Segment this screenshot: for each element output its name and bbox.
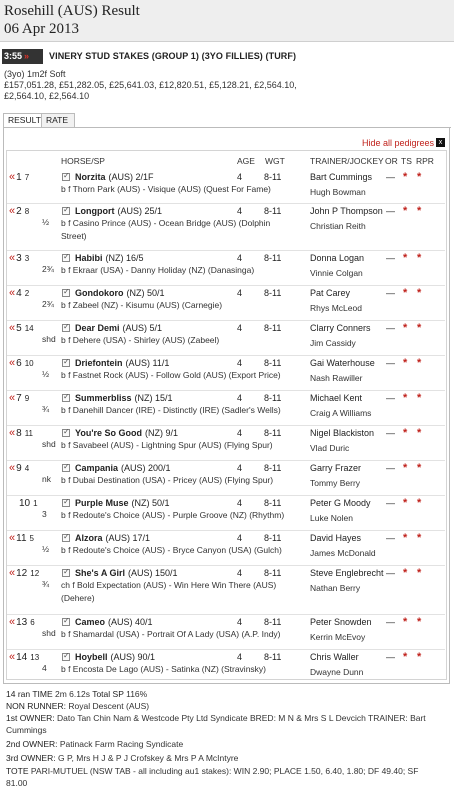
beaten-margin: ½ <box>42 369 50 379</box>
draw-number: 11 <box>24 429 33 438</box>
close-icon[interactable]: x <box>436 138 445 147</box>
lead-arrow-icon: « <box>9 651 16 663</box>
rpr-rating: * <box>417 392 422 404</box>
draw-number: 3 <box>24 254 30 263</box>
official-rating: — <box>386 617 395 627</box>
starting-price: (AUS) 200/1 <box>121 463 171 473</box>
meeting-title: Rosehill (AUS) Result <box>4 3 140 19</box>
col-header-ts: TS <box>401 156 412 166</box>
tab-rate-race[interactable]: RATE <box>41 113 75 127</box>
horse-name[interactable]: Driefontein <box>75 358 123 368</box>
horse-name-sp[interactable] <box>75 533 150 543</box>
pedigree: b f Redoute's Choice (AUS) - Purple Groove (NZ) (Rhythm) <box>61 510 285 520</box>
finish-position <box>9 357 34 369</box>
select-checkbox[interactable] <box>62 394 70 402</box>
horse-name-sp[interactable] <box>75 288 165 298</box>
horse-name-sp[interactable] <box>75 617 153 627</box>
select-checkbox[interactable] <box>62 534 70 542</box>
rpr-rating: * <box>417 651 422 663</box>
starting-price: (NZ) 9/1 <box>144 428 178 438</box>
pedigree: b f Thorn Park (AUS) - Visique (AUS) (Quest For Fame) <box>61 184 271 194</box>
total-sp-value: 116% <box>126 689 148 699</box>
beaten-margin: ¾ <box>42 404 50 414</box>
age: 4 <box>237 358 243 368</box>
official-rating: — <box>386 253 395 263</box>
prize-line-1: £157,051.28, £51,282.05, £25,641.03, £12,820.51, £5,128.21, £2,564.10, <box>4 80 297 90</box>
finish-position <box>9 616 35 628</box>
weight: 8-11 <box>264 568 282 578</box>
topspeed-rating: * <box>403 651 408 663</box>
topspeed-rating: * <box>403 497 408 509</box>
trainer[interactable]: Garry Frazer <box>310 463 362 473</box>
horse-name[interactable]: Longport <box>75 206 115 216</box>
age: 4 <box>237 323 243 333</box>
row-separator <box>7 390 445 391</box>
starting-price: (NZ) 16/5 <box>105 253 144 263</box>
owner-3rd-label: 3rd OWNER: <box>6 753 56 763</box>
lead-arrow-icon: « <box>9 205 16 217</box>
age: 4 <box>237 206 243 216</box>
starting-price: (NZ) 50/1 <box>126 288 165 298</box>
position-number: 13 <box>16 617 28 628</box>
topspeed-rating: * <box>403 357 408 369</box>
pedigree: b f Shamardal (USA) - Portrait Of A Lady (USA) (A.P. Indy) <box>61 629 281 639</box>
horse-name-sp[interactable] <box>75 172 154 182</box>
draw-number: 10 <box>24 359 34 368</box>
finish-position <box>9 205 29 217</box>
draw-number: 1 <box>33 499 38 508</box>
row-separator <box>7 250 445 251</box>
select-checkbox[interactable] <box>62 618 70 626</box>
draw-number: 7 <box>24 173 30 182</box>
pedigree: b f Zabeel (NZ) - Kisumu (AUS) (Carnegie) <box>61 300 223 310</box>
col-header-horse-sp: HORSE/SP <box>61 156 105 166</box>
draw-number: 9 <box>24 394 30 403</box>
jockey[interactable]: James McDonald <box>310 548 376 558</box>
col-header-wgt: WGT <box>265 156 285 166</box>
position-number: 4 <box>16 288 22 299</box>
horse-name[interactable]: Hoybell <box>75 652 108 662</box>
pedigree: ch f Bold Expectation (AUS) - Win Here Win There (AUS) <box>61 580 277 590</box>
row-separator <box>7 355 445 356</box>
starting-price: (AUS) 5/1 <box>122 323 163 333</box>
weight: 8-11 <box>264 393 282 403</box>
race-prize-money <box>4 80 449 102</box>
select-checkbox[interactable] <box>62 464 70 472</box>
topspeed-rating: * <box>403 392 408 404</box>
row-separator <box>7 285 445 286</box>
beaten-margin: shd <box>42 334 56 344</box>
race-summary <box>6 688 147 700</box>
trainer[interactable]: Michael Kent <box>310 393 363 403</box>
weight: 8-11 <box>264 652 282 662</box>
lead-arrow-icon: « <box>9 287 16 299</box>
lead-arrow-icon: « <box>9 462 16 474</box>
horse-name[interactable]: Norzita <box>75 172 106 182</box>
trainer[interactable]: Nigel Blackiston <box>310 428 375 438</box>
position-number: 12 <box>16 568 28 579</box>
jockey[interactable]: Nash Rawiller <box>310 373 363 383</box>
lead-arrow-icon: « <box>9 252 16 264</box>
official-rating: — <box>386 463 395 473</box>
non-runner <box>6 700 149 712</box>
position-number: 14 <box>16 652 28 663</box>
horse-name[interactable]: Habibi <box>75 253 103 263</box>
jockey[interactable]: Kerrin McEvoy <box>310 632 366 642</box>
total-sp-label: Total SP <box>92 689 124 699</box>
trainer[interactable]: Peter Snowden <box>310 617 372 627</box>
official-rating: — <box>386 206 395 216</box>
position-number: 5 <box>16 323 22 334</box>
weight: 8-11 <box>264 617 282 627</box>
trainer[interactable]: John P Thompson <box>310 206 383 216</box>
beaten-margin: shd <box>42 628 56 638</box>
pedigree: b f Dubai Destination (USA) - Pricey (AUS) (Flying Spur) <box>61 475 274 485</box>
beaten-margin: nk <box>42 474 51 484</box>
topspeed-rating: * <box>403 616 408 628</box>
starting-price: (NZ) 50/1 <box>131 498 170 508</box>
jockey[interactable]: Nathan Berry <box>310 583 361 593</box>
rpr-rating: * <box>417 462 422 474</box>
draw-number: 12 <box>30 569 40 578</box>
age: 4 <box>237 533 243 543</box>
lead-arrow-icon: « <box>9 616 16 628</box>
rpr-rating: * <box>417 287 422 299</box>
horse-name-sp[interactable] <box>75 568 178 578</box>
jockey[interactable]: Craig A Williams <box>310 408 372 418</box>
rpr-rating: * <box>417 616 422 628</box>
topspeed-rating: * <box>403 205 408 217</box>
pedigree-cont: (Dehere) <box>61 593 95 603</box>
select-checkbox[interactable] <box>62 429 70 437</box>
official-rating: — <box>386 428 395 438</box>
owner-1st-value: Dato Tan Chin Nam & Westcode Pty Ltd Syndicate BRED: M N & Mrs S L Devcich TRAINER: Bart <box>57 713 426 723</box>
topspeed-rating: * <box>403 252 408 264</box>
weight: 8-11 <box>264 358 282 368</box>
row-separator <box>7 320 445 321</box>
topspeed-rating: * <box>403 532 408 544</box>
age: 4 <box>237 617 243 627</box>
non-runner-label: NON RUNNER: <box>6 701 66 711</box>
owner-3rd <box>6 752 238 764</box>
weight: 8-11 <box>264 288 282 298</box>
pedigree-cont: Street) <box>61 231 87 241</box>
trainer[interactable]: Clarry Conners <box>310 323 371 333</box>
pedigree: b f Encosta De Lago (AUS) - Satinka (NZ) (Stravinsky) <box>61 664 267 674</box>
horse-name-sp[interactable] <box>75 206 162 216</box>
beaten-margin: ½ <box>42 217 50 227</box>
tote-cont: 81.00 <box>6 778 28 788</box>
horse-name-sp[interactable] <box>75 652 155 662</box>
lead-arrow-icon: « <box>9 392 16 404</box>
owner-1st-label: 1st OWNER: <box>6 713 55 723</box>
jockey[interactable]: Luke Nolen <box>310 513 354 523</box>
pedigree: b f Dehere (USA) - Shirley (AUS) (Zabeel) <box>61 335 220 345</box>
rpr-rating: * <box>417 322 422 334</box>
pedigree: b f Danehill Dancer (IRE) - Distinctly (IRE) (Sadler's Wells) <box>61 405 281 415</box>
draw-number: 5 <box>29 534 34 543</box>
col-header-age: AGE <box>237 156 255 166</box>
position-number: 3 <box>16 253 22 264</box>
lead-arrow-icon: « <box>9 532 16 544</box>
page-header <box>0 0 454 42</box>
beaten-margin: ½ <box>42 544 50 554</box>
finish-position <box>9 252 29 264</box>
jockey[interactable]: Jim Cassidy <box>310 338 356 348</box>
horse-name[interactable]: You're So Good <box>75 428 142 438</box>
race-conditions: (3yo) 1m2f Soft <box>4 69 66 79</box>
weight: 8-11 <box>264 463 282 473</box>
age: 4 <box>237 253 243 263</box>
official-rating: — <box>386 288 395 298</box>
finish-position <box>9 651 39 663</box>
pedigree: b f Redoute's Choice (AUS) - Bryce Canyon (USA) (Gulch) <box>61 545 282 555</box>
trainer[interactable]: Peter G Moody <box>310 498 371 508</box>
rpr-rating: * <box>417 427 422 439</box>
finish-position <box>9 171 29 183</box>
rpr-rating: * <box>417 252 422 264</box>
starting-price: (AUS) 150/1 <box>128 568 178 578</box>
select-checkbox[interactable] <box>62 499 70 507</box>
trainer[interactable]: Donna Logan <box>310 253 365 263</box>
beaten-margin: shd <box>42 439 56 449</box>
horse-name[interactable]: Alzora <box>75 533 103 543</box>
position-number: 11 <box>16 533 27 544</box>
finish-position <box>9 322 34 334</box>
starting-price: (AUS) 17/1 <box>105 533 151 543</box>
finish-position <box>9 427 33 439</box>
lead-arrow-icon: « <box>9 427 16 439</box>
weight: 8-11 <box>264 428 282 438</box>
official-rating: — <box>386 533 395 543</box>
rpr-rating: * <box>417 532 422 544</box>
beaten-margin: 4 <box>42 663 47 673</box>
ran-count: 14 ran <box>6 689 31 699</box>
official-rating: — <box>386 172 395 182</box>
weight: 8-11 <box>264 533 282 543</box>
age: 4 <box>237 172 243 182</box>
weight: 8-11 <box>264 323 282 333</box>
select-checkbox[interactable] <box>62 289 70 297</box>
lead-arrow-icon: « <box>9 357 16 369</box>
col-header-trainer-jockey: TRAINER/JOCKEY <box>310 156 384 166</box>
time-value: 2m 6.12s <box>55 689 90 699</box>
owner-2nd-label: 2nd OWNER: <box>6 739 58 749</box>
row-separator <box>7 425 445 426</box>
trainer[interactable]: Chris Waller <box>310 652 359 662</box>
draw-number: 8 <box>24 207 30 216</box>
horse-name[interactable]: She's A Girl <box>75 568 125 578</box>
owner-1st-cont: Cummings <box>6 725 47 735</box>
select-checkbox[interactable] <box>62 653 70 661</box>
horse-name-sp[interactable] <box>75 428 178 438</box>
row-separator <box>7 530 445 531</box>
trainer[interactable]: Bart Cummings <box>310 172 373 182</box>
horse-name-sp[interactable] <box>75 393 173 403</box>
jockey[interactable]: Tommy Berry <box>310 478 361 488</box>
weight: 8-11 <box>264 172 282 182</box>
tab-result[interactable]: RESULT <box>3 113 46 127</box>
draw-number: 6 <box>30 618 35 627</box>
hide-pedigrees-link[interactable]: Hide all pedigrees <box>362 138 435 148</box>
trainer[interactable]: David Hayes <box>310 533 362 543</box>
horse-name[interactable]: Gondokoro <box>75 288 124 298</box>
starting-price: (NZ) 15/1 <box>134 393 173 403</box>
row-separator <box>7 495 445 496</box>
pedigree: b f Casino Prince (AUS) - Ocean Bridge (AUS) (Dolphin <box>61 218 271 228</box>
topspeed-rating: * <box>403 567 408 579</box>
starting-price: (AUS) 11/1 <box>125 358 170 368</box>
age: 4 <box>237 463 243 473</box>
horse-name[interactable]: Purple Muse <box>75 498 129 508</box>
finish-position <box>9 567 39 579</box>
age: 4 <box>237 568 243 578</box>
finish-position <box>18 497 38 509</box>
row-separator <box>7 460 445 461</box>
lead-arrow-icon: « <box>9 322 16 334</box>
weight: 8-11 <box>264 206 282 216</box>
age: 4 <box>237 288 243 298</box>
race-time-badge[interactable] <box>2 49 43 64</box>
weight: 8-11 <box>264 498 282 508</box>
select-checkbox[interactable] <box>62 359 70 367</box>
horse-name[interactable]: Cameo <box>75 617 106 627</box>
pedigree: b f Ekraar (USA) - Danny Holiday (NZ) (Danasinga) <box>61 265 255 275</box>
owner-3rd-value: G P, Mrs H J & P J Crofskey & Mrs P A McIntyre <box>57 753 239 763</box>
jockey[interactable]: Vlad Duric <box>310 443 350 453</box>
official-rating: — <box>386 568 395 578</box>
select-checkbox[interactable] <box>62 207 70 215</box>
starting-price: (AUS) 2/1F <box>108 172 154 182</box>
topspeed-rating: * <box>403 462 408 474</box>
age: 4 <box>237 428 243 438</box>
trainer[interactable]: Pat Carey <box>310 288 351 298</box>
jockey[interactable]: Dwayne Dunn <box>310 667 364 677</box>
draw-number: 4 <box>24 464 30 473</box>
rpr-rating: * <box>417 567 422 579</box>
lead-arrow-icon: « <box>9 567 16 579</box>
race-name: VINERY STUD STAKES (GROUP 1) (3YO FILLIES) (TURF) <box>49 51 297 61</box>
tote-value: PARI-MUTUEL (NSW TAB - all including au1 stakes): WIN 2.90; PLACE 1.50, 6.40, 1.80; DF 49.40; SF <box>30 766 419 776</box>
horse-name-sp[interactable] <box>75 463 171 473</box>
owner-2nd <box>6 738 183 750</box>
horse-name[interactable]: Dear Demi <box>75 323 120 333</box>
row-separator <box>7 649 445 650</box>
horse-name[interactable]: Summerbliss <box>75 393 132 403</box>
col-header-rpr: RPR <box>416 156 434 166</box>
official-rating: — <box>386 323 395 333</box>
owner-1st <box>6 712 426 724</box>
topspeed-rating: * <box>403 322 408 334</box>
finish-position <box>9 392 29 404</box>
pedigree: b f Fastnet Rock (AUS) - Follow Gold (AUS) (Export Price) <box>61 370 281 380</box>
age: 4 <box>237 652 243 662</box>
draw-number: 14 <box>24 324 34 333</box>
age: 4 <box>237 393 243 403</box>
position-number: 1 <box>16 172 22 183</box>
prize-line-2: £2,564.10, £2,564.10 <box>4 91 90 101</box>
select-checkbox[interactable] <box>62 569 70 577</box>
draw-number: 2 <box>24 289 30 298</box>
meeting-date: 06 Apr 2013 <box>4 21 79 37</box>
topspeed-rating: * <box>403 287 408 299</box>
official-rating: — <box>386 652 395 662</box>
rpr-rating: * <box>417 357 422 369</box>
time-label: TIME <box>32 689 53 699</box>
rpr-rating: * <box>417 205 422 217</box>
beaten-margin: 2¾ <box>42 299 54 309</box>
position-number: 2 <box>16 206 22 217</box>
pedigree: b f Savabeel (AUS) - Lightning Spur (AUS) (Flying Spur) <box>61 440 273 450</box>
position-number: 9 <box>16 463 22 474</box>
rpr-rating: * <box>417 171 422 183</box>
beaten-margin: 3 <box>42 509 47 519</box>
jockey[interactable]: Hugh Bowman <box>310 187 366 197</box>
draw-number: 13 <box>30 653 40 662</box>
position-number: 6 <box>16 358 22 369</box>
row-separator <box>7 565 445 566</box>
horse-name-sp[interactable] <box>75 323 162 333</box>
horse-name-sp[interactable] <box>75 498 170 508</box>
col-header-or: OR <box>385 156 398 166</box>
select-checkbox[interactable] <box>62 324 70 332</box>
race-time: 3:55 <box>4 51 23 61</box>
starting-price: (AUS) 90/1 <box>110 652 156 662</box>
position-number: 8 <box>16 428 22 439</box>
tote <box>6 765 418 777</box>
jockey[interactable]: Christian Reith <box>310 221 366 231</box>
finish-position <box>9 287 29 299</box>
jockey[interactable]: Vinnie Colgan <box>310 268 363 278</box>
horse-name-sp[interactable] <box>75 358 169 368</box>
beaten-margin: 2¾ <box>42 264 54 274</box>
non-runner-value: Royal Descent (AUS) <box>68 701 150 711</box>
weight: 8-11 <box>264 253 282 263</box>
select-checkbox[interactable] <box>62 254 70 262</box>
position-number: 7 <box>16 393 22 404</box>
row-separator <box>7 203 445 204</box>
starting-price: (AUS) 40/1 <box>108 617 153 627</box>
finish-position <box>9 462 29 474</box>
owner-2nd-value: Patinack Farm Racing Syndicate <box>59 739 184 749</box>
trainer[interactable]: Gai Waterhouse <box>310 358 375 368</box>
topspeed-rating: * <box>403 427 408 439</box>
rpr-rating: * <box>417 497 422 509</box>
horse-name[interactable]: Campania <box>75 463 119 473</box>
finish-position <box>9 532 34 544</box>
tote-label: TOTE <box>6 766 29 776</box>
topspeed-rating: * <box>403 171 408 183</box>
race-time-arrow-icon: » <box>24 51 30 61</box>
jockey[interactable]: Rhys McLeod <box>310 303 362 313</box>
position-number: 10 <box>19 498 31 509</box>
starting-price: (AUS) 25/1 <box>117 206 163 216</box>
horse-name-sp[interactable] <box>75 253 144 263</box>
official-rating: — <box>386 393 395 403</box>
select-checkbox[interactable] <box>62 173 70 181</box>
official-rating: — <box>386 498 395 508</box>
lead-arrow-icon: « <box>9 171 16 183</box>
row-separator <box>7 614 445 615</box>
trainer[interactable]: Steve Englebrecht <box>310 568 384 578</box>
official-rating: — <box>386 358 395 368</box>
beaten-margin: ¾ <box>42 579 50 589</box>
age: 4 <box>237 498 243 508</box>
